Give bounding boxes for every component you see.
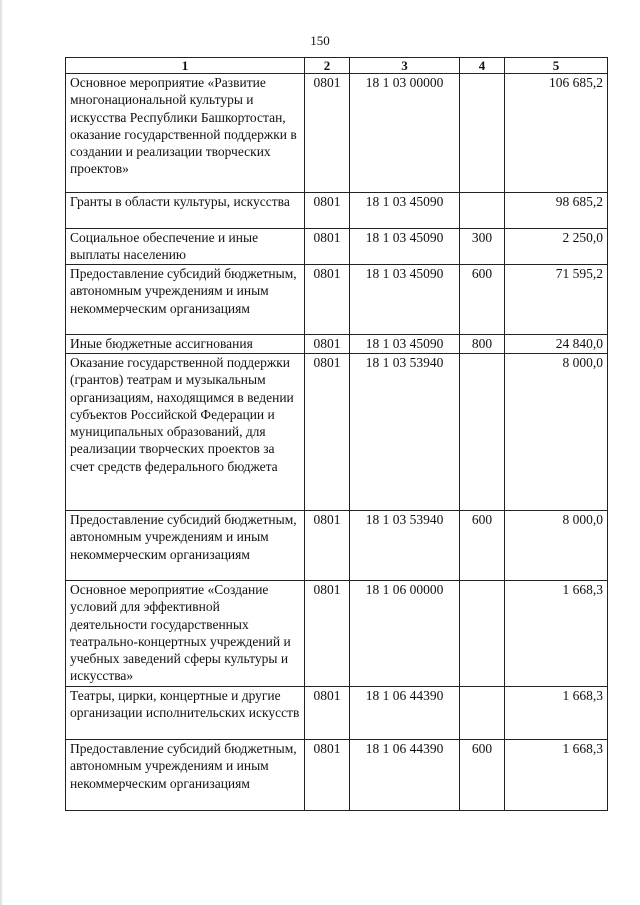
row-amount: 98 685,2: [505, 193, 608, 229]
row-section: 0801: [305, 740, 350, 811]
row-amount: 106 685,2: [505, 74, 608, 193]
row-expense-type: 600: [460, 740, 505, 811]
row-section: 0801: [305, 354, 350, 511]
row-expense-type: 600: [460, 511, 505, 581]
column-header-3: 3: [350, 58, 460, 74]
row-amount: 2 250,0: [505, 229, 608, 265]
row-amount: 8 000,0: [505, 511, 608, 581]
row-target: 18 1 03 45090: [350, 265, 460, 335]
row-name: Предоставление субсидий бюджетным, автономным учреждениям и иным некоммерческим организациям: [66, 265, 305, 335]
table-body: [66, 74, 608, 811]
row-amount: 8 000,0: [505, 354, 608, 511]
row-amount: 1 668,3: [505, 581, 608, 687]
table-row: [66, 740, 608, 811]
row-target: 18 1 03 53940: [350, 354, 460, 511]
table-row: [66, 74, 608, 193]
table-row: [66, 265, 608, 335]
column-header-1: 1: [66, 58, 305, 74]
table-row: [66, 229, 608, 265]
row-name: Предоставление субсидий бюджетным, автономным учреждениям и иным некоммерческим организациям: [66, 511, 305, 581]
row-name: Оказание государственной поддержки (грантов) театрам и музыкальным организациям, находящимся в ведении субъектов Российской Федерации и муниципальных образований, для реализации творческих проектов за счет средств федерального бюджета: [66, 354, 305, 511]
row-expense-type: 800: [460, 335, 505, 354]
table-row: [66, 581, 608, 687]
row-section: 0801: [305, 687, 350, 740]
row-section: 0801: [305, 511, 350, 581]
table-row: [66, 335, 608, 354]
column-header-2: 2: [305, 58, 350, 74]
row-target: 18 1 06 00000: [350, 581, 460, 687]
row-amount: 1 668,3: [505, 687, 608, 740]
row-target: 18 1 03 45090: [350, 193, 460, 229]
table-row: [66, 354, 608, 511]
page-number: 150: [310, 33, 330, 48]
table-row: [66, 511, 608, 581]
row-section: 0801: [305, 193, 350, 229]
row-name: Гранты в области культуры, искусства: [66, 193, 305, 229]
table-row: [66, 687, 608, 740]
row-name: Социальное обеспечение и иные выплаты населению: [66, 229, 305, 265]
budget-table: [65, 57, 608, 811]
scan-edge-shadow: [0, 0, 3, 905]
table-row: [66, 193, 608, 229]
row-section: 0801: [305, 229, 350, 265]
row-amount: 1 668,3: [505, 740, 608, 811]
row-section: 0801: [305, 581, 350, 687]
row-amount: 71 595,2: [505, 265, 608, 335]
row-expense-type: [460, 687, 505, 740]
row-name: Предоставление субсидий бюджетным, автономным учреждениям и иным некоммерческим организациям: [66, 740, 305, 811]
column-header-4: 4: [460, 58, 505, 74]
row-expense-type: [460, 354, 505, 511]
row-expense-type: [460, 74, 505, 193]
row-amount: 24 840,0: [505, 335, 608, 354]
row-target: 18 1 03 53940: [350, 511, 460, 581]
header-row: [66, 58, 608, 74]
row-name: Театры, цирки, концертные и другие организации исполнительских искусств: [66, 687, 305, 740]
row-expense-type: 300: [460, 229, 505, 265]
table-header: [66, 58, 608, 74]
row-target: 18 1 06 44390: [350, 687, 460, 740]
row-name: Иные бюджетные ассигнования: [66, 335, 305, 354]
row-name: Основное мероприятие «Развитие многонациональной культуры и искусства Республики Башкортостан, оказание государственной поддержки в создании и реализации творческих проектов»: [66, 74, 305, 193]
row-target: 18 1 03 00000: [350, 74, 460, 193]
row-target: 18 1 03 45090: [350, 229, 460, 265]
row-expense-type: [460, 193, 505, 229]
row-target: 18 1 03 45090: [350, 335, 460, 354]
row-section: 0801: [305, 74, 350, 193]
column-header-5: 5: [505, 58, 608, 74]
row-expense-type: 600: [460, 265, 505, 335]
row-section: 0801: [305, 265, 350, 335]
row-name: Основное мероприятие «Создание условий для эффективной деятельности государственных театрально-концертных учреждений и учебных заведений сферы культуры и искусства»: [66, 581, 305, 687]
row-target: 18 1 06 44390: [350, 740, 460, 811]
row-expense-type: [460, 581, 505, 687]
row-section: 0801: [305, 335, 350, 354]
